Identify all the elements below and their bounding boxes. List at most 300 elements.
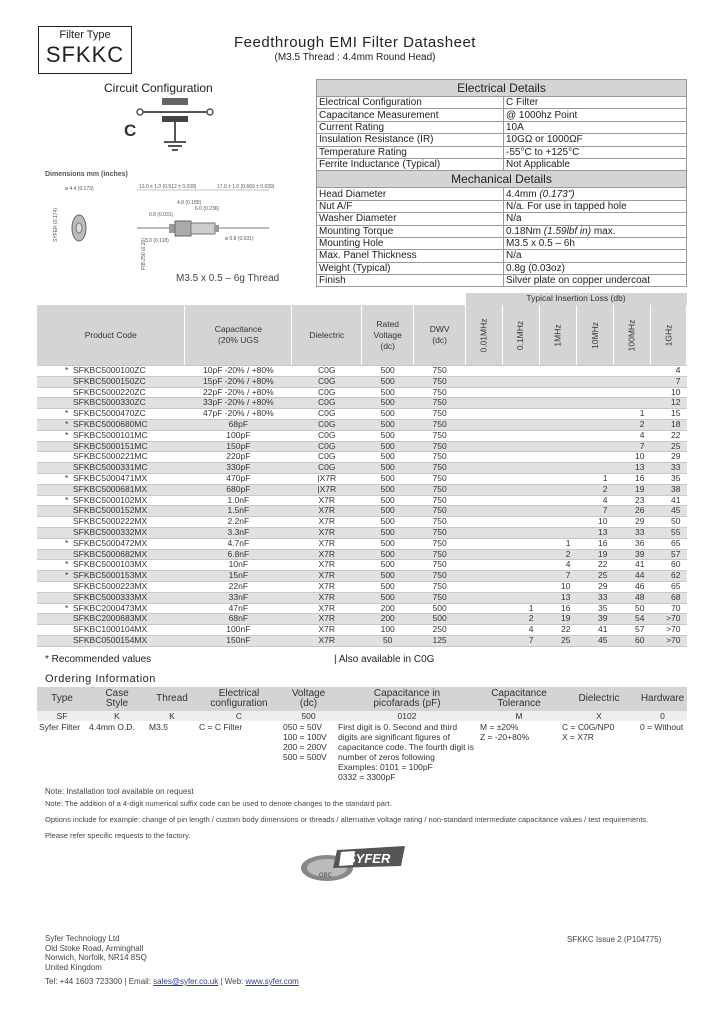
- logo-sub: GBC: [319, 873, 333, 879]
- insertion-loss-value: >70: [650, 635, 686, 646]
- capacitance-value: 100pF: [185, 430, 292, 441]
- insertion-loss-value: 22: [650, 430, 686, 441]
- ordering-code: K: [147, 711, 197, 721]
- syfer-logo: [297, 840, 407, 884]
- product-code: SFKBC5000151MC: [37, 441, 185, 452]
- product-code: * SFKBC5000680MC: [37, 419, 185, 430]
- insertion-loss-value: [503, 484, 540, 495]
- insertion-loss-value: [540, 419, 577, 430]
- insertion-loss-value: [540, 517, 577, 528]
- capacitance-value: 3.3nF: [185, 527, 292, 538]
- dim-side-label-2: FIB 250 (0.20): [141, 238, 147, 270]
- insertion-loss-value: [503, 419, 540, 430]
- insertion-loss-value: 2: [576, 484, 613, 495]
- capacitance-value: 6.8nF: [185, 549, 292, 560]
- ordering-detail: C = C Filter: [197, 721, 281, 789]
- electrical-mechanical-table: [316, 79, 687, 287]
- insertion-loss-value: 2: [503, 614, 540, 625]
- insertion-loss-value: [540, 484, 577, 495]
- insertion-loss-value: 7: [540, 571, 577, 582]
- rated-voltage-value: 500: [362, 527, 414, 538]
- insertion-loss-value: 15: [650, 409, 686, 420]
- capacitance-value: 100nF: [185, 625, 292, 636]
- recommended-mark: *: [65, 419, 69, 430]
- insertion-loss-value: [466, 506, 503, 517]
- insertion-loss-value: 57: [613, 625, 650, 636]
- product-code: * SFKBC5000100ZC: [37, 366, 185, 377]
- web-link[interactable]: www.syfer.com: [245, 977, 299, 986]
- insertion-loss-value: 25: [576, 571, 613, 582]
- insertion-loss-value: [466, 517, 503, 528]
- insertion-loss-value: [613, 366, 650, 377]
- dielectric-value: |X7R: [292, 484, 362, 495]
- dim-body: 4.8 (0.189): [177, 200, 202, 206]
- footnote: Note: The addition of a 4-digit numerical suffix code can be used to denote changes to the standard part.: [45, 799, 392, 808]
- insertion-loss-value: [466, 625, 503, 636]
- insertion-loss-value: [540, 366, 577, 377]
- insertion-loss-value: 25: [650, 441, 686, 452]
- insertion-loss-value: [576, 387, 613, 398]
- capacitance-value: 22nF: [185, 581, 292, 592]
- insertion-loss-value: [540, 506, 577, 517]
- dim-pin: 0.8 (0.031): [149, 212, 174, 218]
- col-rated-voltage: Rated Voltage (dc): [362, 305, 414, 366]
- dwv-value: 750: [414, 473, 466, 484]
- insertion-loss-value: 4: [613, 430, 650, 441]
- product-code: SFKBC5000223MX: [37, 581, 185, 592]
- rated-voltage-value: 200: [362, 614, 414, 625]
- insertion-loss-heading: Typical Insertion Loss (db): [466, 293, 687, 305]
- dwv-value: 750: [414, 517, 466, 528]
- dielectric-value: X7R: [292, 527, 362, 538]
- capacitance-value: 150nF: [185, 635, 292, 646]
- insertion-loss-value: [466, 495, 503, 506]
- insertion-loss-value: 16: [576, 538, 613, 549]
- insertion-loss-value: [466, 560, 503, 571]
- dwv-value: 750: [414, 581, 466, 592]
- recommended-mark: *: [65, 429, 69, 440]
- insertion-loss-value: [576, 452, 613, 463]
- insertion-loss-value: [576, 398, 613, 409]
- insertion-loss-value: [466, 571, 503, 582]
- recommended-mark: *: [65, 473, 69, 484]
- insertion-loss-value: [466, 409, 503, 420]
- insertion-loss-value: 50: [650, 517, 686, 528]
- mech-key: Head Diameter: [317, 188, 504, 200]
- insertion-loss-value: [540, 387, 577, 398]
- mech-value: 0.18Nm (1.59lbf in) max.: [504, 225, 687, 237]
- installation-note: Note: Installation tool available on request: [45, 787, 194, 796]
- insertion-loss-value: [576, 430, 613, 441]
- product-code: * SFKBC5000102MX: [37, 495, 185, 506]
- dim-thread: 6.0 (0.236): [195, 206, 220, 212]
- insertion-loss-value: 19: [613, 484, 650, 495]
- ordering-code: X: [560, 711, 638, 721]
- col-freq-2: 1MHz: [540, 305, 577, 366]
- dwv-value: 750: [414, 387, 466, 398]
- insertion-loss-value: >70: [650, 614, 686, 625]
- dielectric-value: X7R: [292, 571, 362, 582]
- product-row: [37, 495, 687, 506]
- col-freq-1: 0.1MHz: [503, 305, 540, 366]
- insertion-loss-value: 41: [613, 560, 650, 571]
- capacitance-value: 1.5nF: [185, 506, 292, 517]
- insertion-loss-value: 25: [540, 635, 577, 646]
- insertion-loss-value: [576, 366, 613, 377]
- cog-note: | Also available in C0G: [334, 654, 435, 665]
- insertion-loss-value: 29: [613, 517, 650, 528]
- recommended-mark: *: [65, 494, 69, 505]
- insertion-loss-value: [466, 592, 503, 603]
- insertion-loss-value: [466, 398, 503, 409]
- insertion-loss-value: [466, 473, 503, 484]
- dwv-value: 750: [414, 506, 466, 517]
- mech-key: Max. Panel Thickness: [317, 250, 504, 262]
- insertion-loss-value: [503, 517, 540, 528]
- dielectric-value: X7R: [292, 495, 362, 506]
- elec-key: Ferrite Inductance (Typical): [317, 158, 504, 170]
- insertion-loss-value: 2: [613, 419, 650, 430]
- mech-key: Mounting Hole: [317, 237, 504, 249]
- insertion-loss-value: 62: [650, 571, 686, 582]
- insertion-loss-value: [503, 473, 540, 484]
- insertion-loss-value: 16: [540, 603, 577, 614]
- col-freq-0: 0.01MHz: [466, 305, 503, 366]
- insertion-loss-value: [503, 398, 540, 409]
- product-code: SFKBC5000150ZC: [37, 376, 185, 387]
- mech-key: Washer Diameter: [317, 213, 504, 225]
- insertion-loss-value: 45: [576, 635, 613, 646]
- insertion-loss-value: 10: [613, 452, 650, 463]
- elec-value: @ 1000hz Point: [504, 109, 687, 121]
- rated-voltage-value: 500: [362, 592, 414, 603]
- insertion-loss-value: [466, 527, 503, 538]
- page-subtitle: (M3.5 Thread : 4.4mm Round Head): [274, 52, 436, 63]
- rated-voltage-value: 500: [362, 398, 414, 409]
- col-freq-5: 1GHz: [650, 305, 686, 366]
- mech-value: 0.8g (0.03oz): [504, 262, 687, 274]
- tel-text: Tel: +44 1603 723300 | Email:: [45, 977, 154, 986]
- dwv-value: 750: [414, 592, 466, 603]
- insertion-loss-value: 7: [576, 506, 613, 517]
- insertion-loss-value: [466, 538, 503, 549]
- insertion-loss-value: 35: [650, 473, 686, 484]
- capacitance-value: 4.7nF: [185, 538, 292, 549]
- ordering-detail: Syfer Filter: [37, 721, 87, 789]
- product-row: [37, 592, 687, 603]
- rated-voltage-value: 50: [362, 635, 414, 646]
- dwv-value: 250: [414, 625, 466, 636]
- insertion-loss-value: [466, 419, 503, 430]
- dielectric-value: C0G: [292, 452, 362, 463]
- col-product-code: Product Code: [37, 305, 185, 366]
- insertion-loss-value: 55: [650, 527, 686, 538]
- insertion-loss-value: 68: [650, 592, 686, 603]
- insertion-loss-value: [503, 571, 540, 582]
- insertion-loss-value: [503, 430, 540, 441]
- product-code: * SFKBC5000470ZC: [37, 409, 185, 420]
- insertion-loss-value: [466, 603, 503, 614]
- insertion-loss-value: [613, 376, 650, 387]
- dimension-drawing: [45, 180, 295, 272]
- insertion-loss-value: 26: [613, 506, 650, 517]
- rated-voltage-value: 500: [362, 376, 414, 387]
- ordering-code: K: [87, 711, 147, 721]
- dielectric-value: X7R: [292, 581, 362, 592]
- dwv-value: 750: [414, 409, 466, 420]
- dielectric-value: X7R: [292, 625, 362, 636]
- capacitance-value: 15pF -20% / +80%: [185, 376, 292, 387]
- dwv-value: 750: [414, 463, 466, 474]
- product-code: * SFKBC5000101MC: [37, 430, 185, 441]
- recommended-mark: *: [65, 559, 69, 570]
- col-dielectric: Dielectric: [292, 305, 362, 366]
- capacitance-value: 680pF: [185, 484, 292, 495]
- insertion-loss-value: [540, 398, 577, 409]
- dielectric-value: |X7R: [292, 473, 362, 484]
- ordering-header: Voltage (dc): [281, 687, 336, 711]
- insertion-loss-value: 12: [650, 398, 686, 409]
- insertion-loss-value: [540, 495, 577, 506]
- dwv-value: 750: [414, 538, 466, 549]
- mech-value: N/a: [504, 250, 687, 262]
- insertion-loss-value: 39: [576, 614, 613, 625]
- dielectric-value: X7R: [292, 560, 362, 571]
- insertion-loss-value: [576, 376, 613, 387]
- dwv-value: 750: [414, 366, 466, 377]
- product-row: [37, 419, 687, 430]
- product-code: SFKBC1000104MX: [37, 625, 185, 636]
- ordering-header: Hardware: [638, 687, 687, 711]
- insertion-loss-value: [466, 614, 503, 625]
- recommended-mark: *: [65, 602, 69, 613]
- product-row: [37, 387, 687, 398]
- ordering-heading: Ordering Information: [45, 673, 156, 685]
- ordering-detail: M = ±20% Z = -20+80%: [478, 721, 560, 789]
- product-row: [37, 452, 687, 463]
- ordering-detail: C = C0G/NP0 X = X7R: [560, 721, 638, 789]
- product-row: [37, 376, 687, 387]
- rated-voltage-value: 500: [362, 506, 414, 517]
- dim-length-left: 13.0 ± 1.0 (0.512 ± 0.039): [139, 184, 197, 190]
- insertion-loss-value: 38: [650, 484, 686, 495]
- insertion-loss-value: 13: [576, 527, 613, 538]
- insertion-loss-value: [503, 366, 540, 377]
- product-row: [37, 430, 687, 441]
- insertion-loss-value: 46: [613, 581, 650, 592]
- insertion-loss-value: 35: [576, 603, 613, 614]
- dim-pin-diameter: ø 0.8 (0.031): [225, 236, 254, 242]
- insertion-loss-value: 33: [613, 527, 650, 538]
- product-code: SFKBC5000332MX: [37, 527, 185, 538]
- product-row: [37, 560, 687, 571]
- elec-key: Insulation Resistance (IR): [317, 134, 504, 146]
- dim-flat: 3.0 (0.118): [145, 238, 169, 244]
- mech-value: Silver plate on copper undercoat: [504, 275, 687, 287]
- capacitance-value: 470pF: [185, 473, 292, 484]
- product-row: [37, 635, 687, 646]
- product-code: * SFKBC5000472MX: [37, 538, 185, 549]
- insertion-loss-value: 29: [576, 581, 613, 592]
- contact-line: [45, 977, 299, 986]
- rated-voltage-value: 500: [362, 473, 414, 484]
- col-dwv: DWV (dc): [414, 305, 466, 366]
- dielectric-value: X7R: [292, 614, 362, 625]
- dwv-value: 750: [414, 398, 466, 409]
- col-freq-4: 100MHz: [613, 305, 650, 366]
- product-code: SFKBC5000331MC: [37, 463, 185, 474]
- capacitance-value: 68pF: [185, 419, 292, 430]
- insertion-loss-value: [466, 430, 503, 441]
- dielectric-value: X7R: [292, 517, 362, 528]
- product-code: * SFKBC2000473MX: [37, 603, 185, 614]
- insertion-loss-value: 4: [503, 625, 540, 636]
- ordering-detail: First digit is 0. Second and third digits are significant figures of capacitance code. The fourth digit is number of zeros following Examples: 0101 = 100pF 0332 = 3300pF: [336, 721, 478, 789]
- insertion-loss-value: [540, 463, 577, 474]
- insertion-loss-value: 39: [613, 549, 650, 560]
- rated-voltage-value: 500: [362, 581, 414, 592]
- rated-voltage-value: 500: [362, 463, 414, 474]
- dielectric-value: C0G: [292, 366, 362, 377]
- filter-type-code: SFKKC: [45, 42, 125, 67]
- col-capacitance: Capacitance (20% UGS: [185, 305, 292, 366]
- ordering-code: M: [478, 711, 560, 721]
- dielectric-value: C0G: [292, 463, 362, 474]
- insertion-loss-value: [576, 463, 613, 474]
- insertion-loss-value: 45: [650, 506, 686, 517]
- insertion-loss-value: 2: [540, 549, 577, 560]
- insertion-loss-value: 50: [613, 603, 650, 614]
- product-row: [37, 484, 687, 495]
- product-row: [37, 614, 687, 625]
- ordering-code: 0: [638, 711, 687, 721]
- dwv-value: 750: [414, 376, 466, 387]
- product-code: SFKBC5000220ZC: [37, 387, 185, 398]
- dwv-value: 500: [414, 614, 466, 625]
- insertion-loss-value: 60: [613, 635, 650, 646]
- dwv-value: 750: [414, 430, 466, 441]
- email-link[interactable]: sales@syfer.co.uk: [153, 977, 219, 986]
- ordering-header: Type: [37, 687, 87, 711]
- product-code: * SFKBC5000153MX: [37, 571, 185, 582]
- capacitance-value: 10pF -20% / +80%: [185, 366, 292, 377]
- insertion-loss-value: 33: [650, 463, 686, 474]
- dwv-value: 125: [414, 635, 466, 646]
- page-title: Feedthrough EMI Filter Datasheet: [234, 34, 476, 51]
- rated-voltage-value: 500: [362, 419, 414, 430]
- product-code: SFKBC5000682MX: [37, 549, 185, 560]
- recommended-mark: *: [65, 537, 69, 548]
- rated-voltage-value: 500: [362, 517, 414, 528]
- insertion-loss-value: 7: [650, 376, 686, 387]
- dim-head-diameter: ø 4.4 (0.173): [65, 186, 94, 192]
- insertion-loss-value: [503, 463, 540, 474]
- product-row: [37, 625, 687, 636]
- recommended-mark: *: [65, 365, 69, 376]
- insertion-loss-value: [503, 441, 540, 452]
- dielectric-value: C0G: [292, 376, 362, 387]
- elec-key: Temperature Rating: [317, 146, 504, 158]
- ordering-header: Capacitance Tolerance: [478, 687, 560, 711]
- recommended-mark: *: [65, 570, 69, 581]
- dimensions-label: Dimensions mm (inches): [45, 171, 128, 178]
- product-code: SFKBC5000330ZC: [37, 398, 185, 409]
- dielectric-value: X7R: [292, 538, 362, 549]
- web-label: | Web:: [218, 977, 246, 986]
- rated-voltage-value: 500: [362, 549, 414, 560]
- insertion-loss-value: 23: [613, 495, 650, 506]
- insertion-loss-value: 1: [576, 473, 613, 484]
- rated-voltage-value: 500: [362, 538, 414, 549]
- ordering-header: Thread: [147, 687, 197, 711]
- product-row: [37, 473, 687, 484]
- insertion-loss-value: [503, 560, 540, 571]
- dim-length-right: 17.0 ± 1.0 (0.669 ± 0.039): [217, 184, 275, 190]
- insertion-loss-value: 7: [613, 441, 650, 452]
- insertion-loss-value: 22: [540, 625, 577, 636]
- mechanical-heading: Mechanical Details: [317, 171, 687, 188]
- insertion-loss-value: 57: [650, 549, 686, 560]
- ordering-detail: 4.4mm O.D.: [87, 721, 147, 789]
- capacitance-value: 150pF: [185, 441, 292, 452]
- product-code: SFKBC0500154MX: [37, 635, 185, 646]
- insertion-loss-value: 7: [503, 635, 540, 646]
- issue-number: SFKKC Issue 2 (P104775): [567, 935, 662, 944]
- address-line: Syfer Technology Ltd: [45, 934, 120, 943]
- dielectric-value: C0G: [292, 398, 362, 409]
- product-code: * SFKBC5000471MX: [37, 473, 185, 484]
- insertion-loss-value: 10: [540, 581, 577, 592]
- product-row: [37, 506, 687, 517]
- filter-type-box: [38, 26, 132, 74]
- capacitance-value: 22pF -20% / +80%: [185, 387, 292, 398]
- dwv-value: 750: [414, 527, 466, 538]
- mech-value: N/a: [504, 213, 687, 225]
- rated-voltage-value: 500: [362, 366, 414, 377]
- insertion-loss-value: 22: [576, 560, 613, 571]
- dim-side-label: SYFER (0.174): [53, 208, 59, 242]
- dwv-value: 750: [414, 419, 466, 430]
- product-code: * SFKBC5000103MX: [37, 560, 185, 571]
- product-row: [37, 549, 687, 560]
- insertion-loss-value: 18: [650, 419, 686, 430]
- ordering-detail: 050 = 50V 100 = 100V 200 = 200V 500 = 500V: [281, 721, 336, 789]
- address-line: Norwich, Norfolk, NR14 8SQ: [45, 953, 147, 962]
- insertion-loss-value: [466, 366, 503, 377]
- insertion-loss-value: 4: [650, 366, 686, 377]
- insertion-loss-value: 19: [540, 614, 577, 625]
- insertion-loss-value: 65: [650, 581, 686, 592]
- product-row: [37, 581, 687, 592]
- dwv-value: 500: [414, 603, 466, 614]
- insertion-loss-value: 13: [540, 592, 577, 603]
- insertion-loss-value: 1: [613, 409, 650, 420]
- ordering-code: SF: [37, 711, 87, 721]
- electrical-heading: Electrical Details: [317, 80, 687, 97]
- product-code: SFKBC5000222MX: [37, 517, 185, 528]
- footnote: Please refer specific requests to the factory.: [45, 831, 191, 840]
- mech-value: 4.4mm (0.173"): [504, 188, 687, 200]
- insertion-loss-value: 10: [576, 517, 613, 528]
- insertion-loss-value: [540, 441, 577, 452]
- dwv-value: 750: [414, 452, 466, 463]
- dielectric-value: X7R: [292, 603, 362, 614]
- product-code: SFKBC5000333MX: [37, 592, 185, 603]
- insertion-loss-value: [503, 506, 540, 517]
- capacitance-value: 47nF: [185, 603, 292, 614]
- product-row: [37, 409, 687, 420]
- capacitance-value: 10nF: [185, 560, 292, 571]
